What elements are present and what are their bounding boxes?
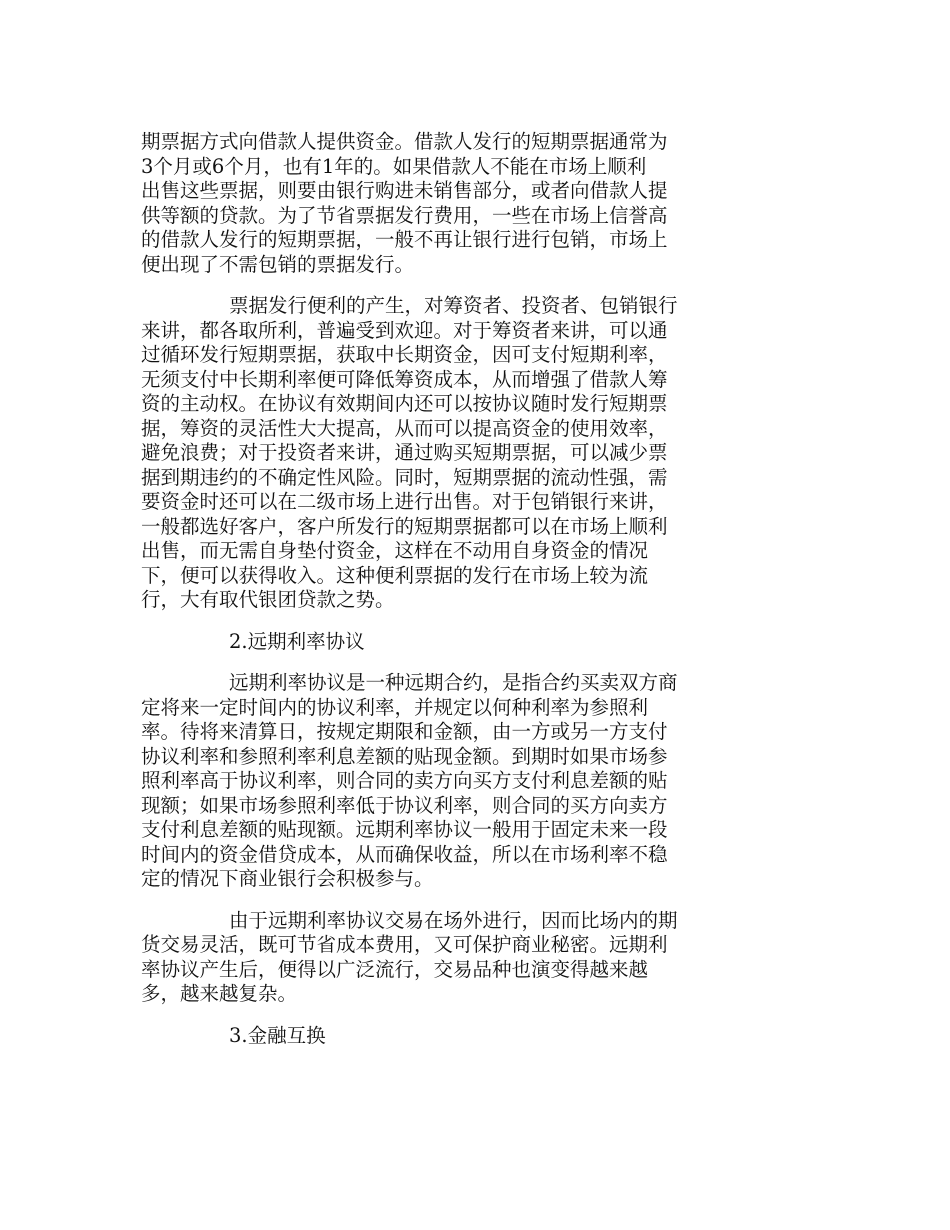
- paragraph-note-issuance-continued: 期票据方式向借款人提供资金。借款人发行的短期票据通常为 3个月或6个月，也有1年的。如果借款人不能在市场上顺利 出售这些票据，则要由银行购进未销售部分，或者向借款人提 供等额的贷款。为了节省票据发行费用，一些在市场上信誉高 的借款人发行的短期票据，一般不再让银行进行包销，市场上 便出现了不需包销的票据发行。: [141, 130, 668, 276]
- paragraph-note-issuance-benefits: 票据发行便利的产生，对筹资者、投资者、包销银行 来讲，都各取所利，普遍受到欢迎。对于筹资者来讲，可以通 过循环发行短期票据，获取中长期资金，因可支付短期利率， 无须支付中长期利率便可降低筹资成本，从而增强了借款人筹 资的主动权。在协议有效期间内还可以按协议随时发行短期票 据，筹资的灵活性大大提高，从而可以提高资金的使用效率， 避免浪费；对于投资者来讲，通过购买短期票据，可以减少票 据到期违约的不确定性风险。同时，短期票据的流动性强，需 要资金时还可以在二级市场上进行出售。对于包销银行来讲， 一般都选好客户，客户所发行的短期票据都可以在市场上顺利 出售，而无需自身垫付资金，这样在不动用自身资金的情况 下，便可以获得收入。这种便利票据的发行在市场上较为流 行，大有取代银团贷款之势。: [141, 294, 678, 611]
- paragraph-fra-definition: 远期利率协议是一种远期合约，是指合约买卖双方商 定将来一定时间内的协议利率，并规定以何种利率为参照利 率。待将来清算日，按规定期限和金额，由一方或另一方支付 协议利率和参照利率利息差额的贴现金额。到期时如果市场参 照利率高于协议利率，则合同的卖方向买方支付利息差额的贴 现额；如果市场参照利率低于协议利率，则合同的买方向卖方 支付利息差额的贴现额。远期利率协议一般用于固定未来一段 时间内的资金借贷成本，从而确保收益，所以在市场利率不稳 定的情况下商业银行会积极参与。: [141, 671, 678, 890]
- paragraph-fra-advantages: 由于远期利率协议交易在场外进行，因而比场内的期 货交易灵活，既可节省成本费用，又可保护商业秘密。远期利 率协议产生后，便得以广泛流行，交易品种也演变得越来越 多，越来越复杂。: [141, 908, 678, 1005]
- document-body: [141, 130, 741, 1065]
- section-heading-swaps: 3.金融互换: [229, 1023, 326, 1047]
- section-heading-fra: 2.远期利率协议: [229, 629, 365, 653]
